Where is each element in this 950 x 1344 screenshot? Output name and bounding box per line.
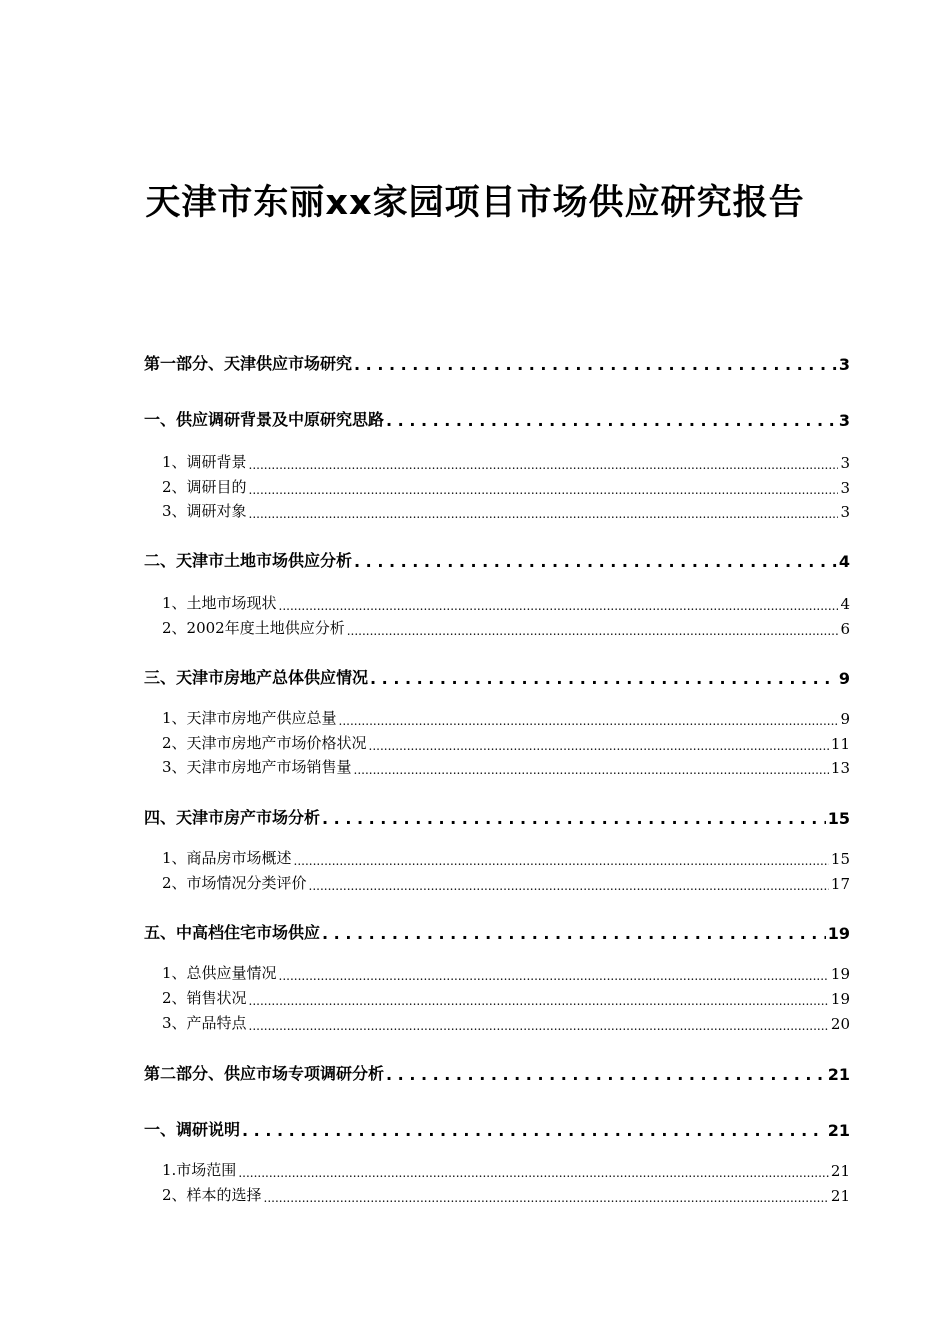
toc-entry[interactable] bbox=[144, 959, 850, 983]
toc-leader bbox=[354, 762, 829, 777]
toc-page: 19 bbox=[830, 965, 850, 983]
toc-page: 19 bbox=[830, 990, 850, 1008]
toc-page: 3 bbox=[838, 411, 850, 430]
toc-page: 3 bbox=[840, 503, 850, 521]
toc-leader bbox=[294, 853, 829, 868]
toc-leader bbox=[339, 713, 839, 728]
toc-label: 2、天津市房地产市场价格状况 bbox=[162, 734, 367, 752]
toc-entry[interactable] bbox=[144, 1181, 850, 1205]
toc-page: 20 bbox=[830, 1015, 850, 1033]
toc-label: 2、样本的选择 bbox=[162, 1186, 262, 1204]
toc-leader bbox=[386, 1068, 826, 1084]
toc-entry[interactable] bbox=[144, 473, 850, 497]
toc-page: 11 bbox=[830, 735, 850, 753]
toc-entry[interactable] bbox=[144, 919, 850, 943]
toc-label: 1、调研背景 bbox=[162, 453, 247, 471]
toc-label: 2、市场情况分类评价 bbox=[162, 874, 307, 892]
toc-leader bbox=[249, 457, 839, 472]
toc-label: 2、2002年度土地供应分析 bbox=[162, 619, 345, 637]
toc-label: 3、天津市房地产市场销售量 bbox=[162, 758, 352, 776]
toc-label: 五、中高档住宅市场供应 bbox=[144, 923, 321, 942]
toc-label: 3、产品特点 bbox=[162, 1014, 247, 1032]
toc-page: 9 bbox=[838, 669, 850, 688]
toc-entry[interactable] bbox=[144, 804, 850, 828]
toc-label: 四、天津市房产市场分析 bbox=[144, 808, 321, 827]
toc-leader bbox=[242, 1124, 826, 1140]
toc-label: 1.市场范围 bbox=[162, 1161, 237, 1179]
toc-leader bbox=[279, 968, 829, 983]
toc-leader bbox=[354, 555, 837, 571]
toc-page: 3 bbox=[840, 479, 850, 497]
toc-entry[interactable] bbox=[144, 614, 850, 638]
toc-entry[interactable] bbox=[144, 1116, 850, 1140]
toc-page: 21 bbox=[830, 1187, 850, 1205]
toc-label: 2、调研目的 bbox=[162, 478, 247, 496]
toc-entry[interactable] bbox=[144, 448, 850, 472]
toc-label: 一、供应调研背景及中原研究思路 bbox=[144, 410, 385, 429]
toc-page: 9 bbox=[840, 710, 850, 728]
toc-entry[interactable] bbox=[144, 350, 850, 374]
toc-page: 21 bbox=[830, 1162, 850, 1180]
toc-page: 21 bbox=[827, 1121, 850, 1140]
toc-leader bbox=[249, 1018, 829, 1033]
toc-entry[interactable] bbox=[144, 589, 850, 613]
toc-entry[interactable] bbox=[144, 406, 850, 430]
toc-entry[interactable] bbox=[144, 984, 850, 1008]
toc-entry[interactable] bbox=[144, 664, 850, 688]
toc-entry[interactable] bbox=[144, 1156, 850, 1180]
toc-leader bbox=[264, 1190, 829, 1205]
toc-leader bbox=[386, 414, 837, 430]
toc-leader bbox=[238, 1165, 829, 1180]
toc-leader bbox=[354, 358, 837, 374]
toc-page: 6 bbox=[840, 620, 850, 638]
toc-page: 4 bbox=[838, 552, 850, 571]
toc-page: 17 bbox=[830, 875, 850, 893]
toc-page: 4 bbox=[840, 595, 850, 613]
toc-label: 第一部分、天津供应市场研究 bbox=[144, 354, 353, 373]
toc-leader bbox=[279, 598, 839, 613]
toc-label: 1、总供应量情况 bbox=[162, 964, 277, 982]
toc-leader bbox=[249, 993, 829, 1008]
toc-page: 15 bbox=[827, 809, 850, 828]
toc-entry[interactable] bbox=[144, 869, 850, 893]
toc-label: 第二部分、供应市场专项调研分析 bbox=[144, 1064, 385, 1083]
toc-leader bbox=[322, 812, 826, 828]
toc-page: 13 bbox=[830, 759, 850, 777]
toc-label: 3、调研对象 bbox=[162, 502, 247, 520]
toc-page: 21 bbox=[827, 1065, 850, 1084]
toc-leader bbox=[249, 482, 839, 497]
toc-label: 三、天津市房地产总体供应情况 bbox=[144, 668, 369, 687]
toc-label: 一、调研说明 bbox=[144, 1120, 241, 1139]
toc-label: 1、商品房市场概述 bbox=[162, 849, 292, 867]
toc-page: 3 bbox=[840, 454, 850, 472]
toc-label: 1、天津市房地产供应总量 bbox=[162, 709, 337, 727]
toc-leader bbox=[249, 506, 839, 521]
toc-entry[interactable] bbox=[144, 497, 850, 521]
toc-entry[interactable] bbox=[144, 547, 850, 571]
toc-page: 3 bbox=[838, 355, 850, 374]
toc-leader bbox=[369, 738, 829, 753]
toc-entry[interactable] bbox=[144, 753, 850, 777]
toc-page: 15 bbox=[830, 850, 850, 868]
toc-leader bbox=[322, 927, 826, 943]
toc-leader bbox=[309, 878, 829, 893]
toc-page: 19 bbox=[827, 924, 850, 943]
toc-entry[interactable] bbox=[144, 729, 850, 753]
toc-entry[interactable] bbox=[144, 704, 850, 728]
document-title: 天津市东丽xx家园项目市场供应研究报告 bbox=[145, 183, 805, 223]
toc-label: 二、天津市土地市场供应分析 bbox=[144, 551, 353, 570]
toc-entry[interactable] bbox=[144, 1060, 850, 1084]
toc-leader bbox=[347, 623, 839, 638]
toc-label: 2、销售状况 bbox=[162, 989, 247, 1007]
toc-leader bbox=[370, 672, 837, 688]
toc-label: 1、土地市场现状 bbox=[162, 594, 277, 612]
toc-entry[interactable] bbox=[144, 1009, 850, 1033]
toc-entry[interactable] bbox=[144, 844, 850, 868]
